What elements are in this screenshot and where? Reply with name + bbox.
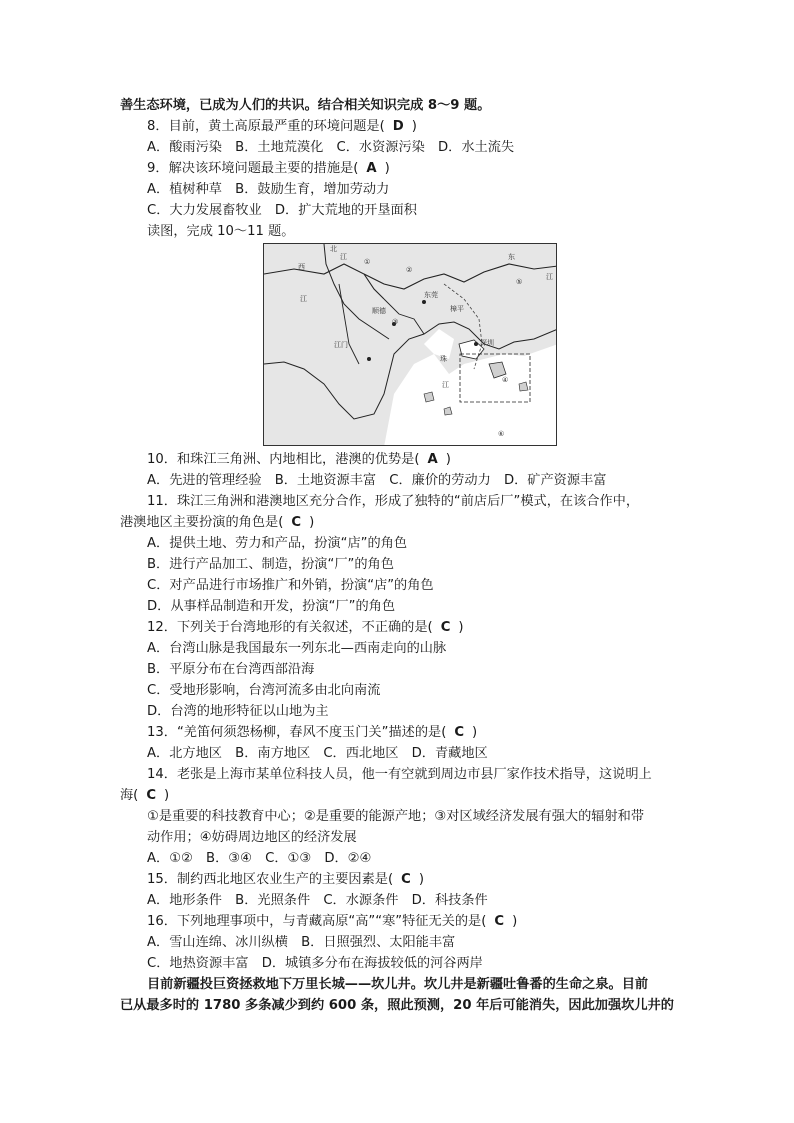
question-16-options-1: A．雪山连绵、冰川纵横 B．日照强烈、太阳能丰富 xyxy=(147,935,456,950)
question-8: 8．目前，黄土高原最严重的环境问题是( D ) xyxy=(147,119,417,134)
label-circle-3: ③ xyxy=(392,318,399,326)
question-12-option-b: B．平原分布在台湾西部沿海 xyxy=(147,662,315,677)
label-circle-6: ⑥ xyxy=(498,430,505,438)
label-zhangping: 樟平 xyxy=(450,305,464,313)
label-dongguan: 东莞 xyxy=(424,291,438,299)
label-circle-4: ④ xyxy=(502,376,509,384)
passage-intro: 善生态环境，已成为人们的共识。结合相关知识完成 8～9 题。 xyxy=(120,98,491,113)
question-11-option-d: D．从事样品制造和开发，扮演“厂”的角色 xyxy=(147,599,396,614)
question-12-option-c: C．受地形影响，台湾河流多由北向南流 xyxy=(147,683,381,698)
map-intro: 读图，完成 10～11 题。 xyxy=(147,224,295,239)
label-jiang-left: 江 xyxy=(300,295,307,303)
question-14-options: A．①② B．③④ C．①③ D．②④ xyxy=(147,851,372,866)
question-9-options-2: C．大力发展畜牧业 D．扩大荒地的开垦面积 xyxy=(147,203,417,218)
question-14-stem-1: 14．老张是上海市某单位科技人员，他一有空就到周边市县厂家作技术指导，这说明上 xyxy=(147,767,652,782)
question-10-options: A．先进的管理经验 B．土地资源丰富 C．廉价的劳动力 D．矿产资源丰富 xyxy=(147,473,607,488)
question-10-stem: 10．和珠江三角洲、内地相比，港澳的优势是( xyxy=(147,452,420,467)
label-shenzhen: 深圳 xyxy=(480,339,494,347)
question-13: 13．“羌笛何须怨杨柳，春风不度玉门关”描述的是( C ) xyxy=(147,725,478,740)
question-12: 12．下列关于台湾地形的有关叙述，不正确的是( C ) xyxy=(147,620,464,635)
question-8-stem: 8．目前，黄土高原最严重的环境问题是( xyxy=(147,119,385,134)
label-jiangmen: 江门 xyxy=(334,341,348,349)
question-16-answer: C xyxy=(494,914,505,929)
label-shunde: 顺德 xyxy=(372,307,386,315)
question-8-options: A．酸雨污染 B．土地荒漠化 C．水资源污染 D．水土流失 xyxy=(147,140,515,155)
label-circle-1: ① xyxy=(364,258,371,266)
question-12-option-a: A．台湾山脉是我国最东一列东北—西南走向的山脉 xyxy=(147,641,447,656)
question-11-option-b: B．进行产品加工、制造，扮演“厂”的角色 xyxy=(147,557,394,572)
question-16: 16．下列地理事项中，与青藏高原“高”“寒”特征无关的是( C ) xyxy=(147,914,518,929)
question-14-statement-2: 动作用；④妨碍周边地区的经济发展 xyxy=(147,830,357,845)
question-11-answer: C xyxy=(291,515,302,530)
label-bei: 北 xyxy=(330,245,337,253)
label-jiang-top: 江 xyxy=(340,253,347,261)
question-13-answer: C xyxy=(454,725,465,740)
question-11-stem-2: 港澳地区主要扮演的角色是( xyxy=(120,515,284,530)
question-13-options: A．北方地区 B．南方地区 C．西北地区 D．青藏地区 xyxy=(147,746,488,761)
question-15: 15．制约西北地区农业生产的主要因素是( C ) xyxy=(147,872,424,887)
question-14: 海( C ) xyxy=(120,788,170,803)
question-9-stem: 9．解决该环境问题最主要的措施是( xyxy=(147,161,359,176)
question-9-options-1: A．植树种草 B．鼓励生育，增加劳动力 xyxy=(147,182,390,197)
question-14-statement-1: ①是重要的科技教育中心；②是重要的能源产地；③对区域经济发展有强大的辐射和带 xyxy=(147,809,645,824)
question-16-stem: 16．下列地理事项中，与青藏高原“高”“寒”特征无关的是( xyxy=(147,914,487,929)
question-12-answer: C xyxy=(440,620,451,635)
label-xi: 西 xyxy=(298,263,305,271)
question-12-option-d: D．台湾的地形特征以山地为主 xyxy=(147,704,329,719)
question-10-answer: A xyxy=(427,452,438,467)
question-15-stem: 15．制约西北地区农业生产的主要因素是( xyxy=(147,872,394,887)
label-dong: 东 xyxy=(508,253,515,261)
question-16-options-2: C．地热资源丰富 D．城镇多分布在海拔较低的河谷两岸 xyxy=(147,956,483,971)
question-12-stem: 12．下列关于台湾地形的有关叙述，不正确的是( xyxy=(147,620,433,635)
question-15-options: A．地形条件 B．光照条件 C．水源条件 D．科技条件 xyxy=(147,893,488,908)
question-11-option-a: A．提供土地、劳力和产品，扮演“店”的角色 xyxy=(147,536,408,551)
label-circle-5: ⑤ xyxy=(516,278,523,286)
map-drawing xyxy=(264,244,557,446)
question-15-answer: C xyxy=(401,872,411,887)
question-11: 港澳地区主要扮演的角色是( C ) xyxy=(120,515,315,530)
question-13-stem: 13．“羌笛何须怨杨柳，春风不度玉门关”描述的是( xyxy=(147,725,447,740)
question-8-answer: D xyxy=(392,119,404,134)
question-11-option-c: C．对产品进行市场推广和外销，扮演“店”的角色 xyxy=(147,578,434,593)
pearl-river-delta-map xyxy=(263,243,557,446)
passage-bottom-line-1: 目前新疆投巨资拯救地下万里长城——坎儿井。坎儿井是新疆吐鲁番的生命之泉。目前 xyxy=(147,977,649,992)
label-zhu: 珠 xyxy=(440,355,447,363)
question-9-answer: A xyxy=(366,161,377,176)
question-14-answer: C xyxy=(146,788,157,803)
label-jiang-right: 江 xyxy=(546,273,553,281)
label-jiang-mid: 江 xyxy=(442,381,449,389)
passage-bottom-line-2: 已从最多时的 1780 多条减少到约 600 条，照此预测，20 年后可能消失，因此加强坎儿井的 xyxy=(120,998,674,1013)
label-circle-2: ② xyxy=(406,266,413,274)
question-10: 10．和珠江三角洲、内地相比，港澳的优势是( A ) xyxy=(147,452,451,467)
question-14-stem-2: 海( xyxy=(120,788,139,803)
question-11-stem-1: 11．珠江三角洲和港澳地区充分合作，形成了独特的“前店后厂”模式，在该合作中， xyxy=(147,494,640,509)
question-9: 9．解决该环境问题最主要的措施是( A ) xyxy=(147,161,390,176)
